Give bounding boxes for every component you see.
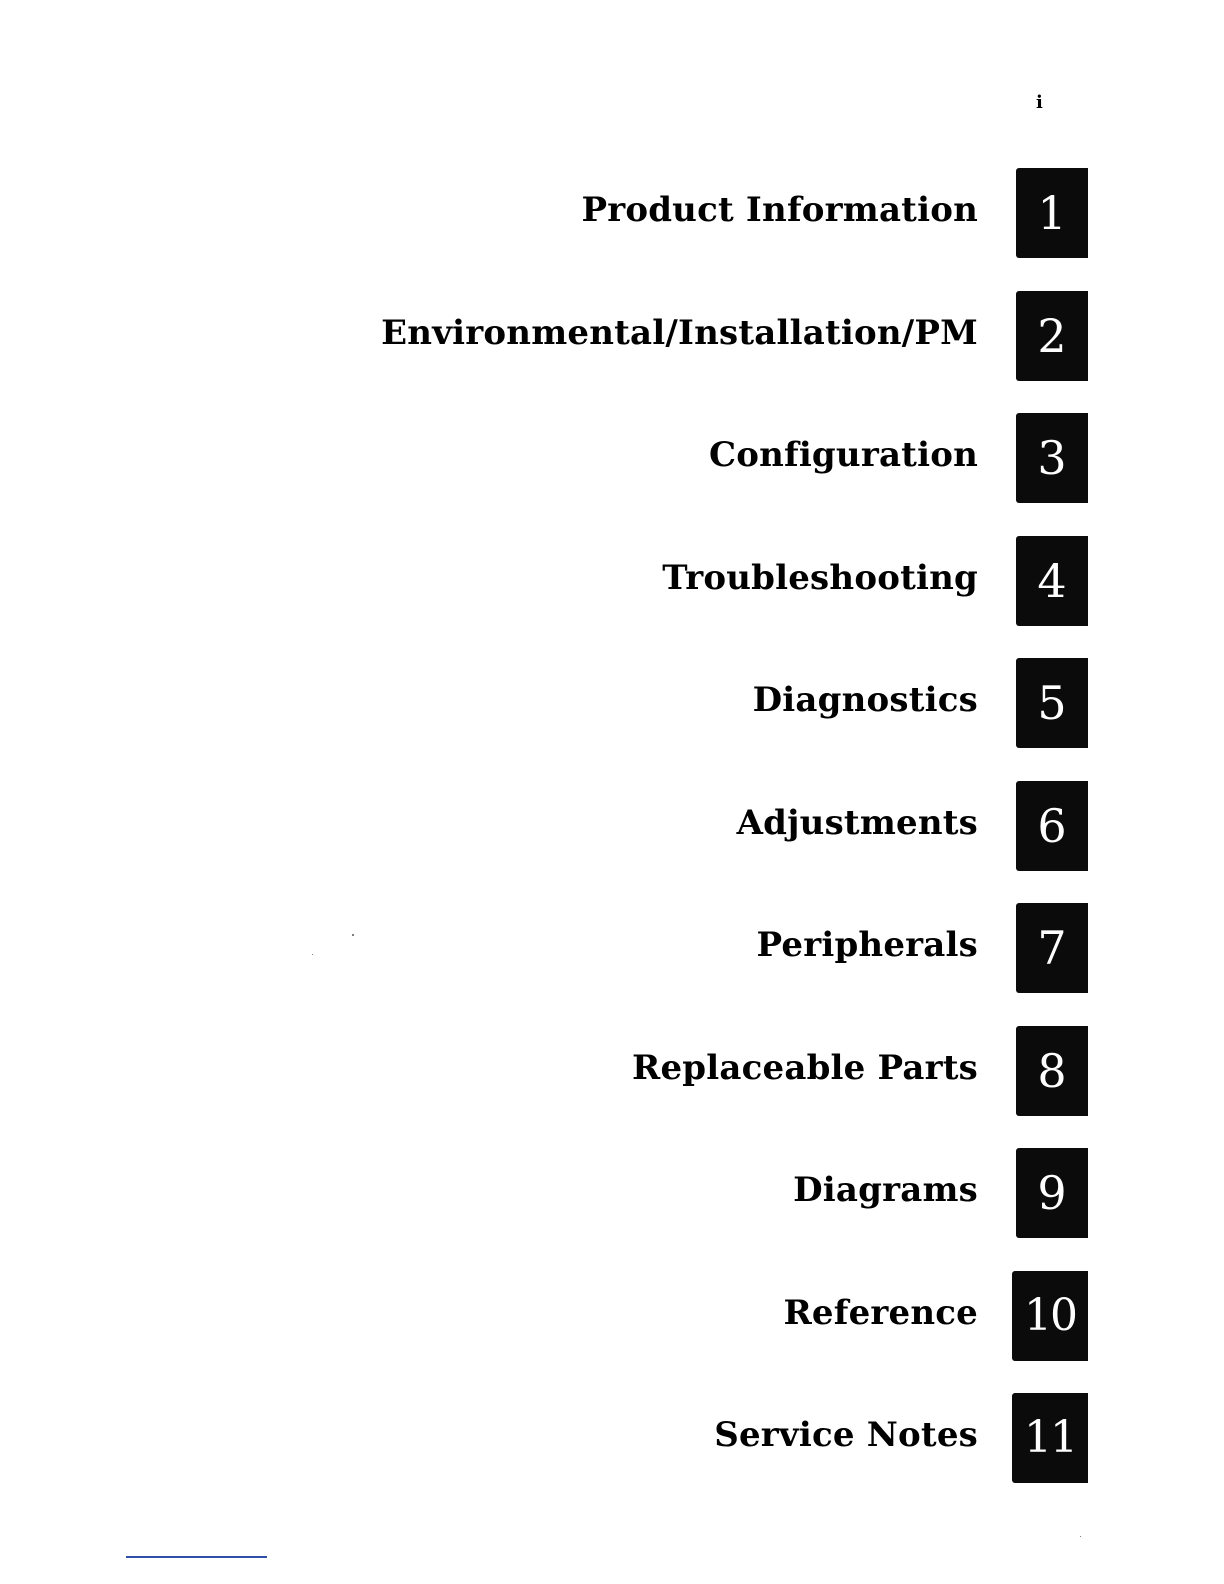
section-title: Replaceable Parts xyxy=(632,1047,978,1088)
section-tab-10[interactable]: 10 xyxy=(1012,1271,1088,1361)
section-configuration[interactable] xyxy=(0,413,1224,536)
section-title: Diagrams xyxy=(793,1170,978,1210)
section-title: Reference xyxy=(783,1292,978,1333)
section-product-information[interactable] xyxy=(0,168,1224,291)
section-tab-5[interactable]: 5 xyxy=(1016,658,1088,748)
section-diagrams[interactable] xyxy=(0,1148,1224,1271)
section-tab-1[interactable]: 1 xyxy=(1016,168,1088,258)
scan-speck xyxy=(1080,1536,1081,1537)
section-tab-7[interactable]: 7 xyxy=(1016,903,1088,993)
section-tab-2[interactable]: 2 xyxy=(1016,291,1088,381)
scan-speck xyxy=(312,954,313,955)
section-title: Product Information xyxy=(581,190,978,230)
section-tab-11[interactable]: 11 xyxy=(1012,1393,1088,1483)
section-service-notes[interactable] xyxy=(0,1393,1224,1516)
section-tab-8[interactable]: 8 xyxy=(1016,1026,1088,1116)
section-environmental-installation-pm[interactable] xyxy=(0,291,1224,414)
section-tab-6[interactable]: 6 xyxy=(1016,781,1088,871)
section-title: Environmental/Installation/PM xyxy=(381,312,978,353)
section-adjustments[interactable] xyxy=(0,781,1224,904)
section-index xyxy=(0,168,1224,1516)
section-troubleshooting[interactable] xyxy=(0,536,1224,659)
section-tab-9[interactable]: 9 xyxy=(1016,1148,1088,1238)
section-replaceable-parts[interactable] xyxy=(0,1026,1224,1149)
page-number: i xyxy=(1036,92,1043,113)
footer-rule xyxy=(126,1556,267,1558)
section-title: Configuration xyxy=(708,435,978,475)
section-title: Diagnostics xyxy=(752,680,978,720)
section-title: Peripherals xyxy=(756,925,978,965)
section-reference[interactable] xyxy=(0,1271,1224,1394)
section-peripherals[interactable] xyxy=(0,903,1224,1026)
section-title: Troubleshooting xyxy=(662,557,978,598)
scan-speck xyxy=(352,934,354,936)
section-title: Service Notes xyxy=(714,1415,978,1455)
section-diagnostics[interactable] xyxy=(0,658,1224,781)
section-tab-3[interactable]: 3 xyxy=(1016,413,1088,503)
section-tab-4[interactable]: 4 xyxy=(1016,536,1088,626)
section-title: Adjustments xyxy=(736,802,978,843)
